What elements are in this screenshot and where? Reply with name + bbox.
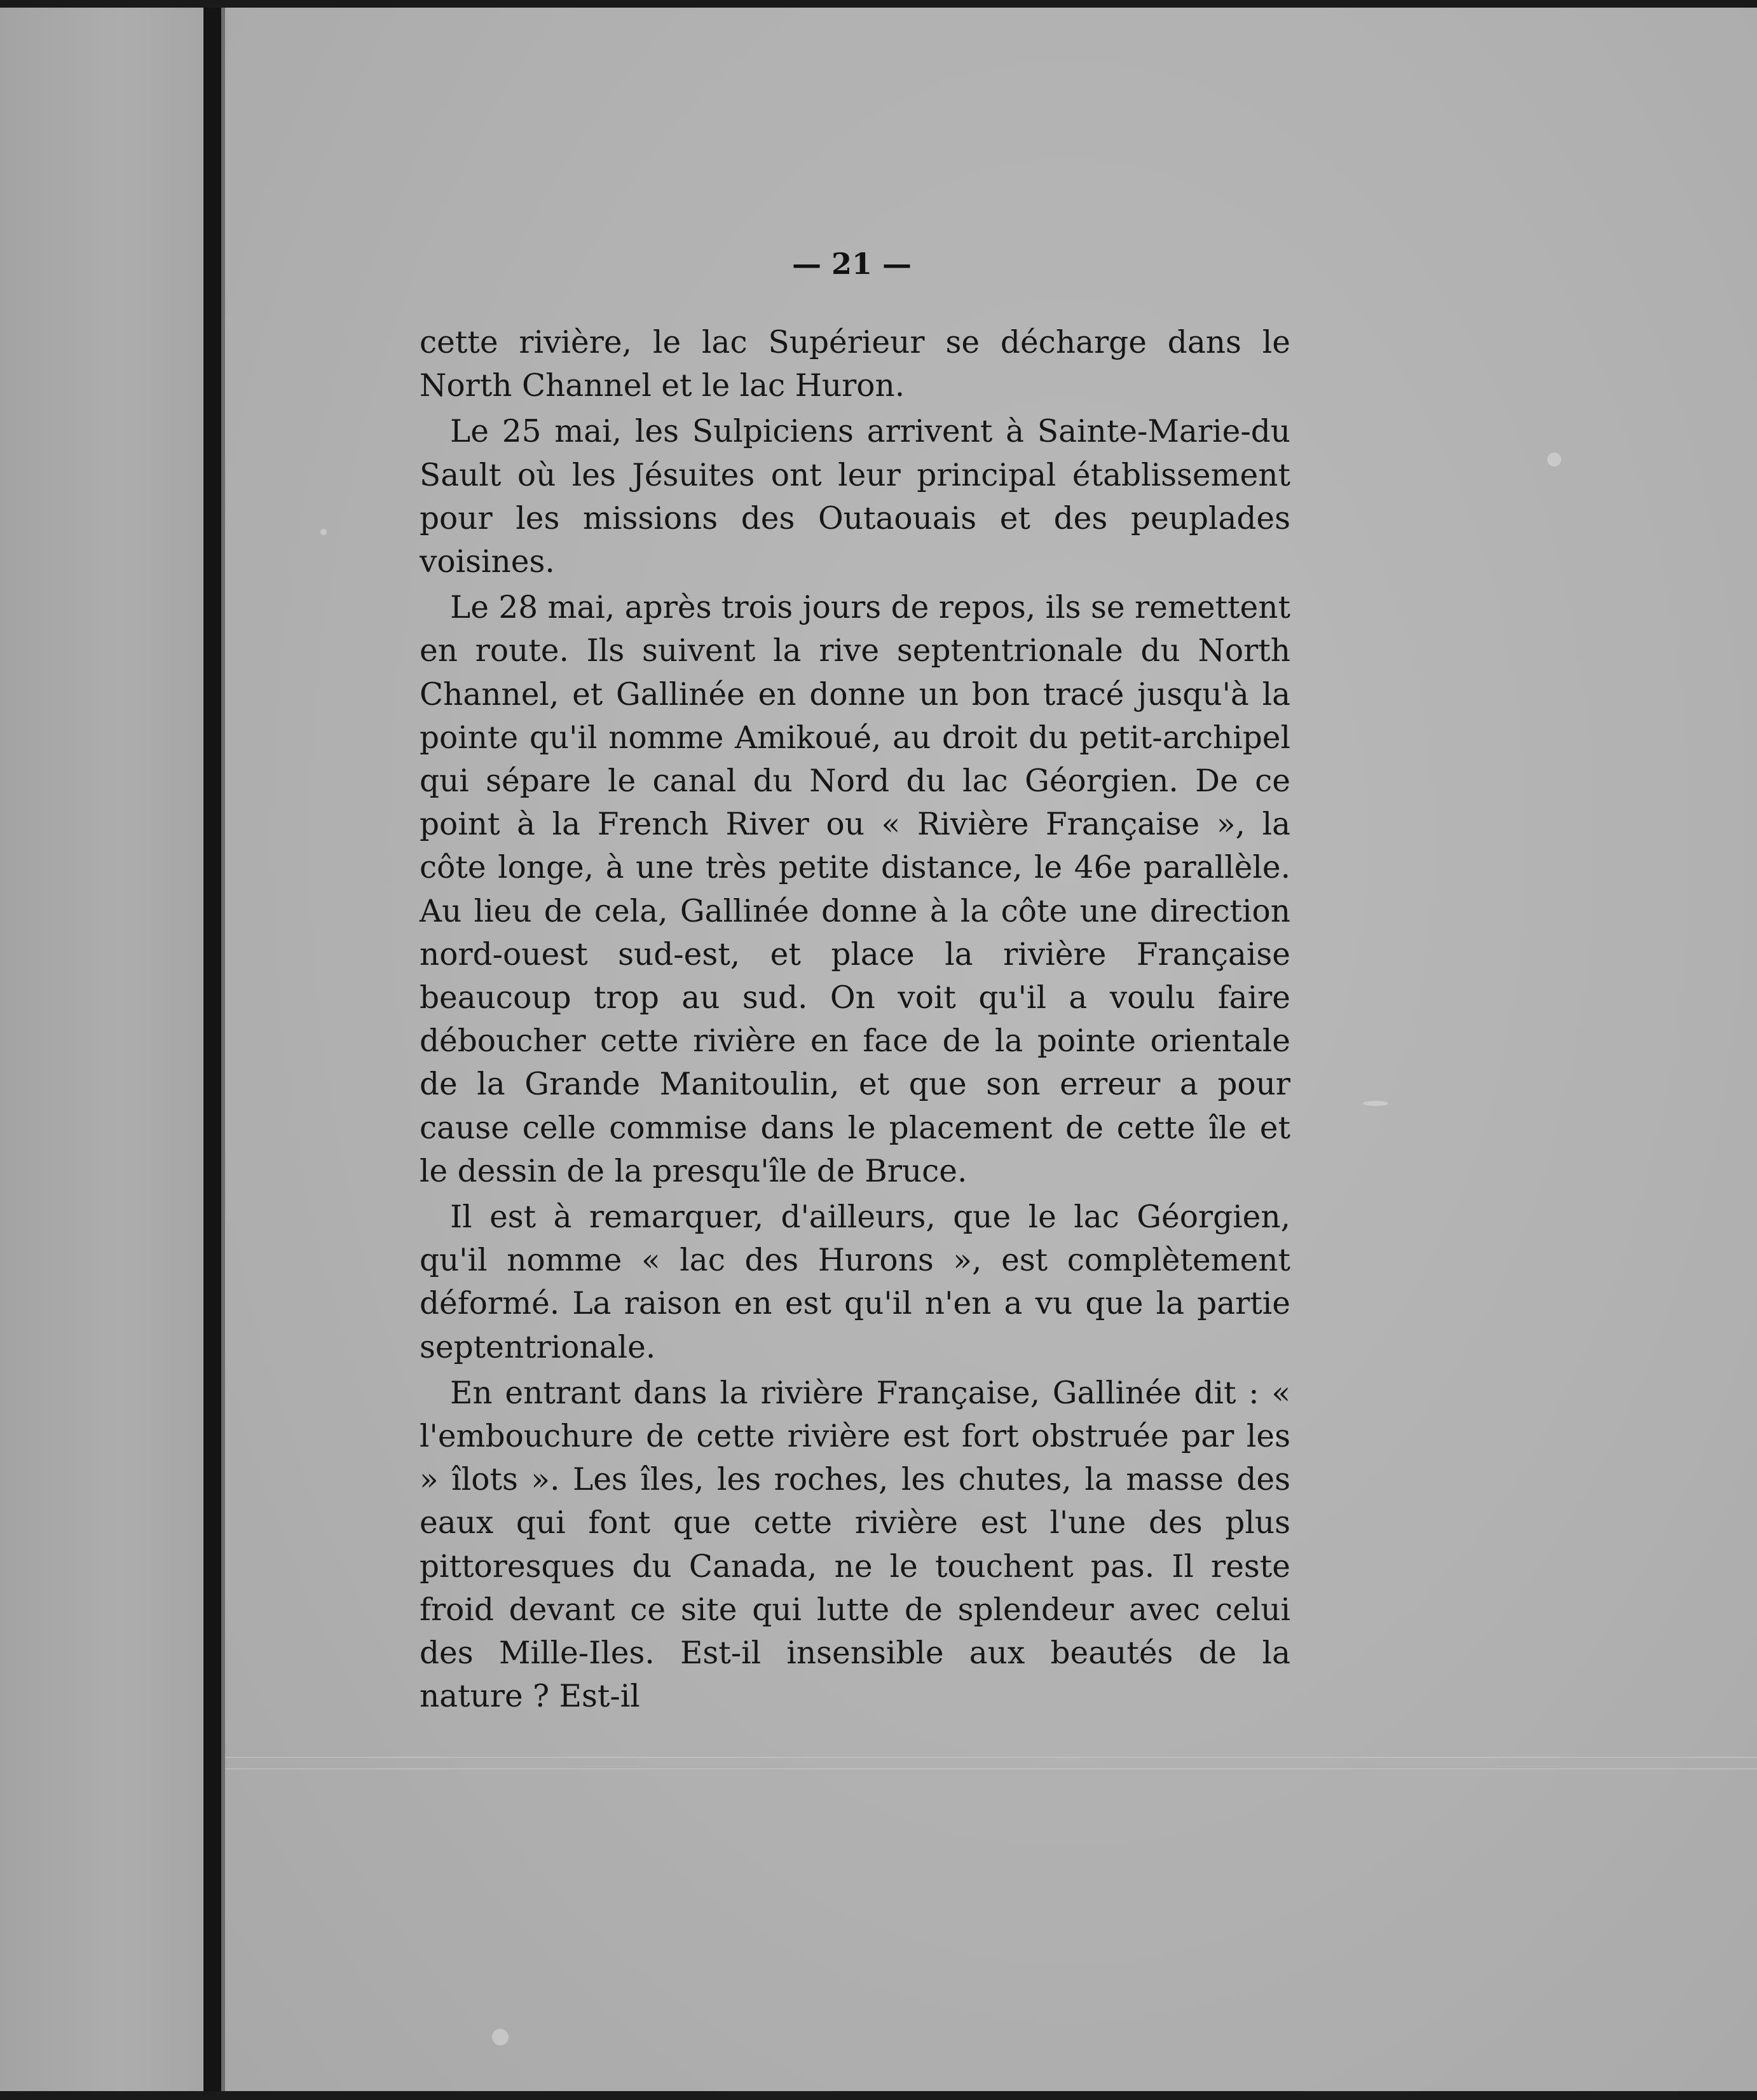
left-margin-panel [0, 8, 202, 2091]
paragraph: En entrant dans la rivière Française, Gallinée dit : « l'embouchure de cette rivière est fort obstruée par les » îlots ». Les îles, les roches, les chutes, la masse des eaux qui font que cette rivière est l'une des plus pittoresques du Canada, ne le touchent pas. Il reste froid devant ce site qui lutte de splendeur avec celui des Mille-Iles. Est-il insensible aux beautés de la nature ? Est-il [420, 1375, 1290, 1715]
paragraph: Le 25 mai, les Sulpiciens arrivent à Sainte-Marie-du Sault où les Jésuites ont leur principal établissement pour les missions des Outaouais et des peuplades voisines. [420, 414, 1290, 580]
paragraph: cette rivière, le lac Supérieur se décharge dans le North Channel et le lac Huron. [420, 325, 1290, 404]
body-text [420, 321, 1290, 1721]
dust-speck [320, 529, 327, 535]
dust-speck [1547, 453, 1561, 467]
scan-top-border [0, 0, 1757, 8]
dust-speck [1363, 1101, 1388, 1106]
scan-bottom-border [0, 2091, 1757, 2100]
dust-speck [492, 2029, 509, 2045]
paragraph: Il est à remarquer, d'ailleurs, que le lac Géorgien, qu'il nomme « lac des Hurons », est complètement déformé. La raison en est qu'il n'en a vu que la partie septentrionale. [420, 1199, 1290, 1365]
scan-scratch [225, 1757, 1757, 1758]
page-number: — 21 — [791, 247, 912, 281]
scan-scratch [225, 1768, 1757, 1769]
paragraph: Le 28 mai, après trois jours de repos, ils se remettent en route. Ils suivent la rive septentrionale du North Channel, et Gallinée en donne un bon tracé jusqu'à la pointe qu'il nomme Amikoué, au droit du petit-archipel qui sépare le canal du Nord du lac Géorgien. De ce point à la French River ou « Rivière Française », la côte longe, à une très petite distance, le 46e parallèle. Au lieu de cela, Gallinée donne à la côte une direction nord-ouest sud-est, et place la rivière Française beaucoup trop au sud. On voit qu'il a voulu faire déboucher cette rivière en face de la pointe orientale de la Grande Manitoulin, et que son erreur a pour cause celle commise dans le placement de cette île et le dessin de la presqu'île de Bruce. [420, 590, 1290, 1189]
binding-shadow [203, 8, 221, 2091]
